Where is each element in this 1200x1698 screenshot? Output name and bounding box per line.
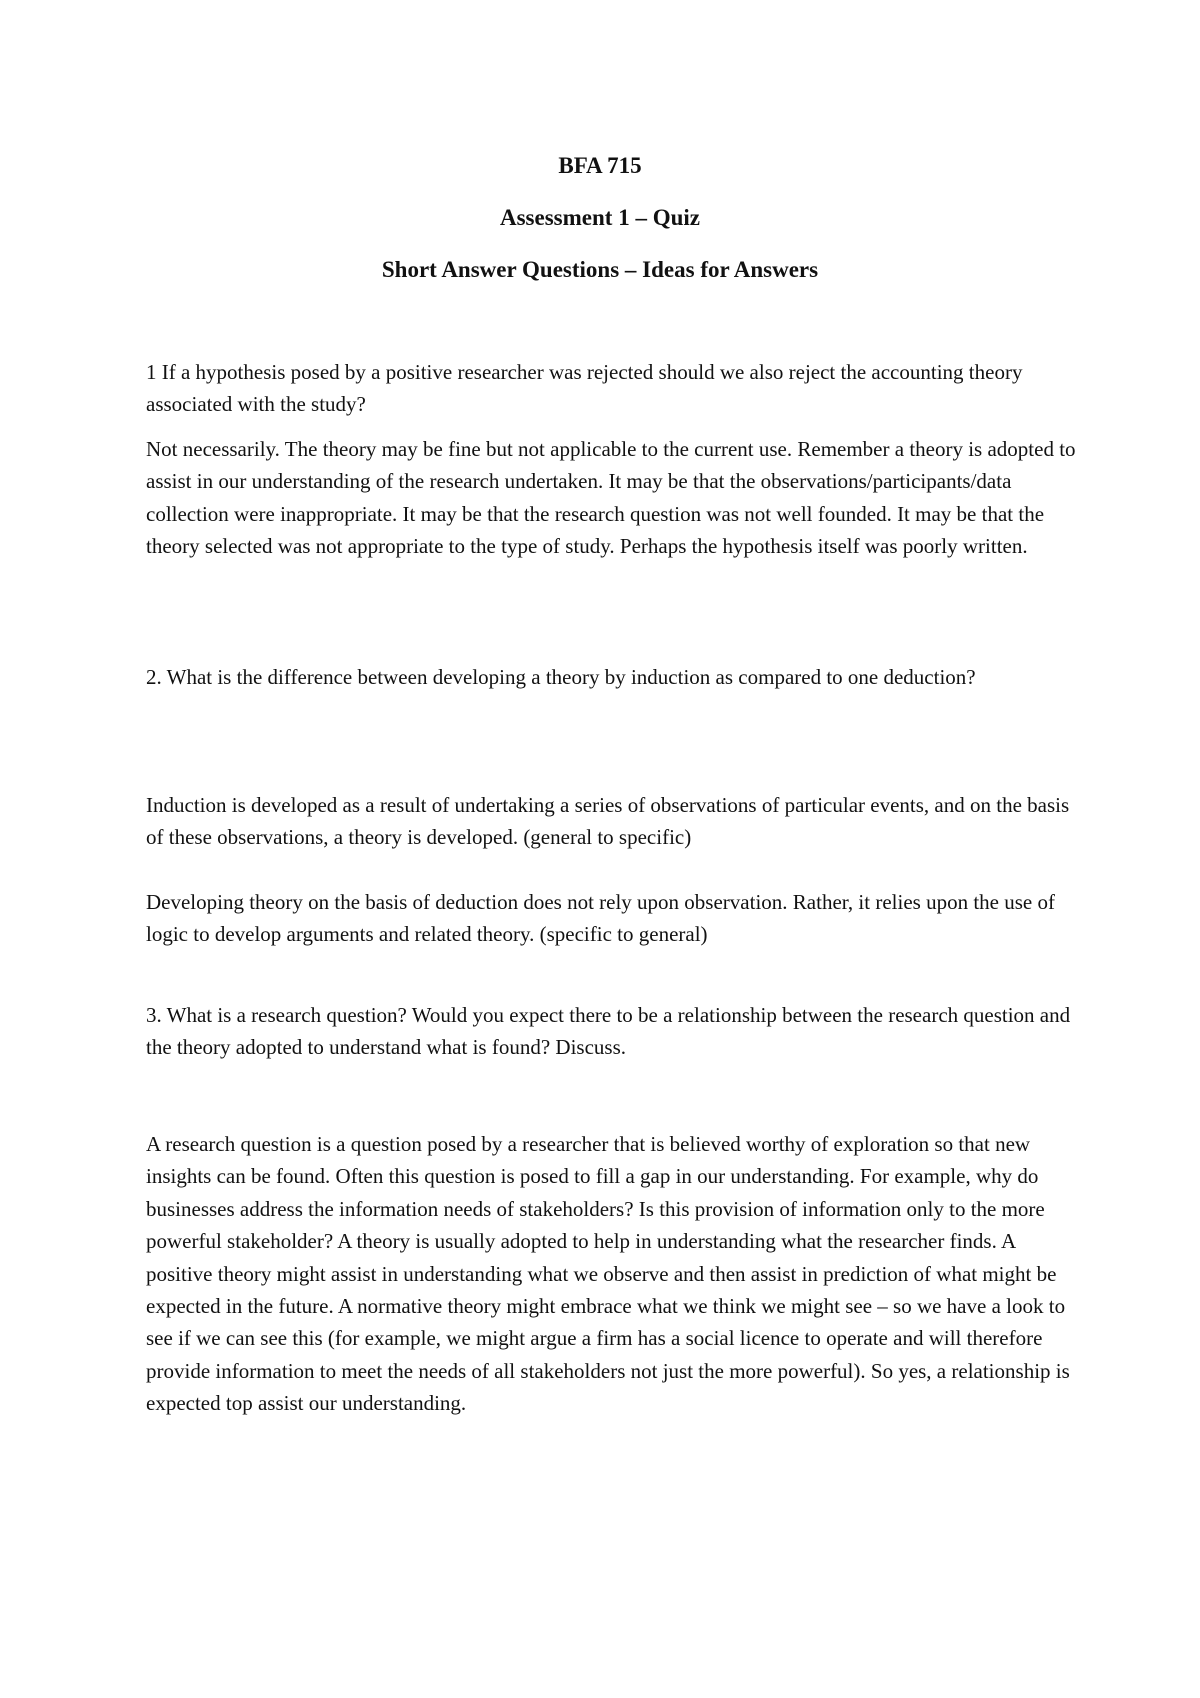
course-code-heading: BFA 715	[558, 153, 642, 178]
question-2: 2. What is the difference between developing a theory by induction as compared to one deduction?	[146, 665, 976, 689]
assessment-heading: Assessment 1 – Quiz	[500, 205, 700, 230]
question-1: 1 If a hypothesis posed by a positive researcher was rejected should we also reject the accounting theory associated with the study?	[146, 360, 1023, 417]
question-3: 3. What is a research question? Would you expect there to be a relationship between the research question and the theory adopted to understand what is found? Discuss.	[146, 1003, 1071, 1060]
answer-2-paragraph-2: Developing theory on the basis of deduction does not rely upon observation. Rather, it relies upon the use of logic to develop arguments and related theory. (specific to general)	[146, 890, 1055, 947]
answer-1-paragraph-1: Not necessarily. The theory may be fine but not applicable to the current use. Remember a theory is adopted to assist in our understanding of the research undertaken. It may be that the observations/participants/data collection were inappropriate. It may be that the research question was not well founded. It may be that the theory selected was not appropriate to the type of study. Perhaps the hypothesis itself was poorly written.	[146, 437, 1076, 559]
answer-2-paragraph-1: Induction is developed as a result of undertaking a series of observations of particular events, and on the basis of these observations, a theory is developed. (general to specific)	[146, 793, 1070, 850]
subtitle-heading: Short Answer Questions – Ideas for Answers	[381, 257, 819, 282]
answer-3-paragraph-1: A research question is a question posed by a researcher that is believed worthy of exploration so that new insights can be found. Often this question is posed to fill a gap in our understanding. For example, why do businesses address the information needs of stakeholders? Is this provision of information only to the more powerful stakeholder? A theory is usually adopted to help in understanding what the researcher finds. A positive theory might assist in understanding what we observe and then assist in prediction of what might be expected in the future. A normative theory might embrace what we think we might see – so we have a look to see if we can see this (for example, we might argue a firm has a social licence to operate and will therefore provide information to meet the needs of all stakeholders not just the more powerful). So yes, a relationship is expected top assist our understanding.	[146, 1132, 1070, 1416]
